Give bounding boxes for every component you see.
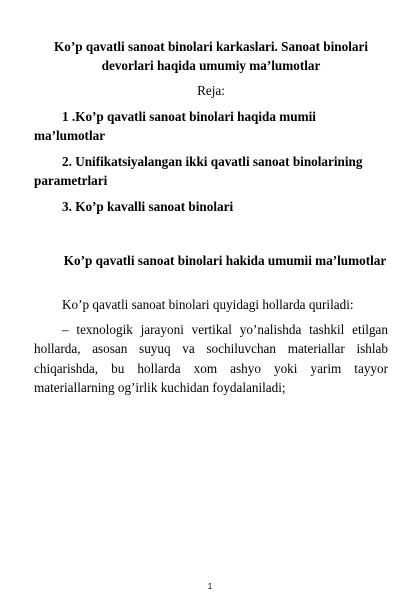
plan-label: Reja: (197, 83, 225, 98)
plan-item-2: 2. Unifikatsiyalangan ikki qavatli sanoat binolarining parametrlari (34, 154, 363, 188)
paragraph-1: Ko’p qavatli sanoat binolari quyidagi hollarda quriladi: (62, 297, 354, 312)
plan-item-1: 1 .Ko’p qavatli sanoat binolari haqida mumii ma’lumotlar (34, 109, 316, 143)
document-title: Ko’p qavatli sanoat binolari karkaslari. Sanoat binolari devorlari haqida umumiy ma’lumotlar (54, 39, 368, 73)
page-number: 1 (207, 582, 213, 591)
plan-item-3: 3. Ko’p kavalli sanoat binolari (62, 199, 234, 214)
paragraph-2: – texnologik jarayoni vertikal yo’nalishda tashkil etilgan hollarda, asosan suyuq va sochiluvchan materiallar ishlab chiqarishda, bu hollarda xom ashyo yoki yarim tayyor materiallarning og’irlik kuchidan foydalaniladi; (34, 322, 388, 396)
section-heading: Ko’p qavatli sanoat binolari hakida umumii ma’lumotlar (63, 253, 387, 268)
